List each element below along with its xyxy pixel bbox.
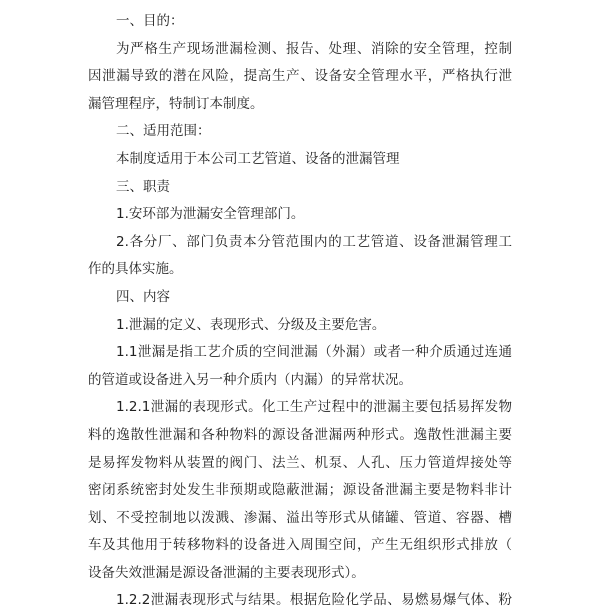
paragraph-line: 1.2.1泄漏的表现形式。化工生产过程中的泄漏主要包括易挥发物 [116,399,512,416]
paragraph-line: 的管道或设备进入另一种介质内（内漏）的异常状况。 [88,371,412,388]
section-heading-scope: 二、适用范围： [116,123,211,140]
paragraph-line: 料的逸散性泄漏和各种物料的源设备泄漏两种形式。逸散性泄漏主要 [88,426,512,443]
paragraph-line: 密闭系统密封处发生非预期或隐蔽泄漏；源设备泄漏主要是物料非计 [88,482,512,499]
document-body [88,8,512,615]
section-heading-duties: 三、职责 [116,178,170,195]
paragraph-line: 2.各分厂、部门负责本分管范围内的工艺管道、设备泄漏管理工 [116,233,512,250]
paragraph-line: 是易挥发物料从装置的阀门、法兰、机泵、人孔、压力管道焊接处等 [88,454,512,471]
paragraph-line: 漏管理程序，特制订本制度。 [88,95,264,112]
paragraph-line: 因泄漏导致的潜在风险，提高生产、设备安全管理水平，严格执行泄 [88,68,512,85]
section-heading-content: 四、内容 [116,288,170,305]
paragraph-line: 为严格生产现场泄漏检测、报告、处理、消除的安全管理，控制 [116,40,512,57]
section-heading-purpose: 一、目的： [116,13,184,29]
paragraph-line: 作的具体实施。 [88,261,183,278]
paragraph-line: 车及其他用于转移物料的设备进入周围空间，产生无组织形式排放（ [88,537,512,554]
paragraph-line: 设备失效泄漏是源设备泄漏的主要表现形式）。 [88,564,365,581]
paragraph-line: 1.泄漏的定义、表现形式、分级及主要危害。 [116,316,386,333]
paragraph-line: 划、不受控制地以泼溅、渗漏、溢出等形式从储罐、管道、容器、槽 [88,509,512,526]
paragraph-line: 本制度适用于本公司工艺管道、设备的泄漏管理 [116,150,400,167]
paragraph-line: 1.1泄漏是指工艺介质的空间泄漏（外漏）或者一种介质通过连通 [116,344,512,361]
paragraph-line: 1.2.2泄漏表现形式与结果。根据危险化学品、易燃易爆气体、粉 [116,592,512,609]
paragraph-line: 1.安环部为泄漏安全管理部门。 [116,206,305,223]
